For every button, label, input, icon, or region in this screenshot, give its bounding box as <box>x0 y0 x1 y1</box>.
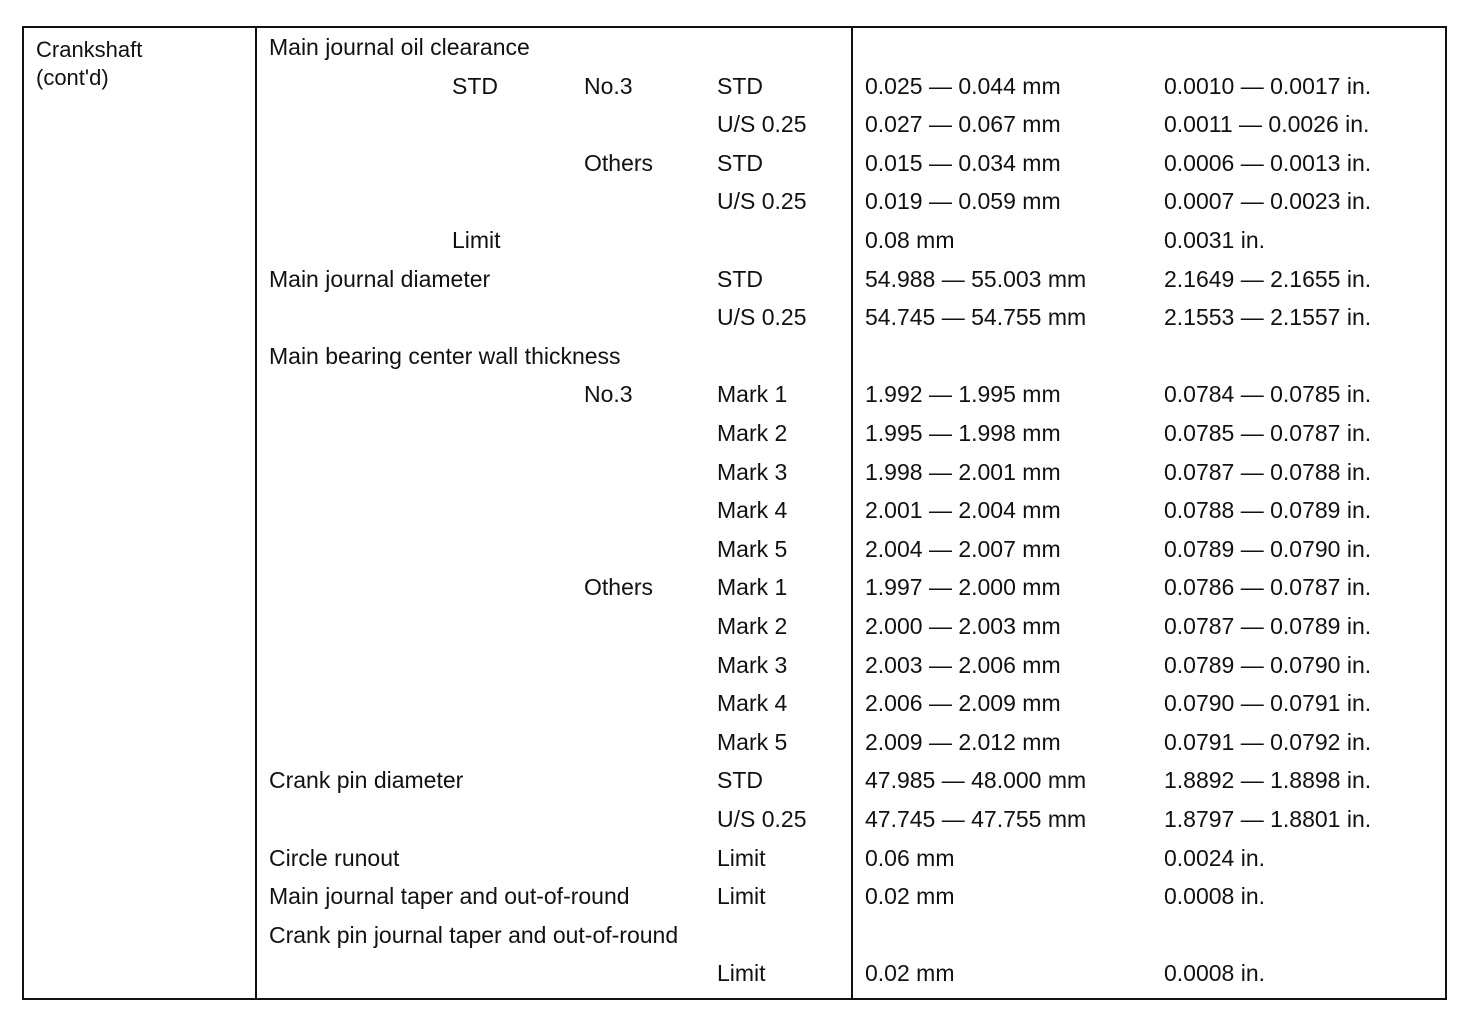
condition-label: Limit <box>717 960 766 987</box>
spec-table <box>22 26 1447 1000</box>
metric-value: 2.001 — 2.004 mm <box>865 497 1061 524</box>
metric-value: 0.025 — 0.044 mm <box>865 72 1061 99</box>
metric-value: 2.003 — 2.006 mm <box>865 651 1061 678</box>
imperial-value: 2.1553 — 2.1557 in. <box>1164 304 1372 331</box>
sub-label: Limit <box>452 227 501 253</box>
condition-label: Mark 5 <box>717 535 788 562</box>
metric-value: 0.08 mm <box>865 227 955 253</box>
imperial-value: 0.0789 — 0.0790 in. <box>1164 651 1372 678</box>
condition-label: Mark 2 <box>717 613 788 639</box>
item-label: Main bearing center wall thickness <box>269 342 621 369</box>
imperial-value: 0.0790 — 0.0791 in. <box>1164 690 1372 717</box>
metric-value: 0.019 — 0.059 mm <box>865 188 1061 215</box>
item-label: Main journal taper and out-of-round <box>269 883 630 910</box>
metric-value: 0.06 mm <box>865 844 955 871</box>
metric-value: 0.015 — 0.034 mm <box>865 149 1061 176</box>
condition-label: Mark 2 <box>717 420 788 446</box>
condition-label: STD <box>717 767 763 794</box>
imperial-value: 0.0011 — 0.0026 in. <box>1164 111 1370 138</box>
section-label <box>36 36 142 92</box>
condition-label: STD <box>717 265 763 292</box>
imperial-value: 0.0008 in. <box>1164 960 1266 987</box>
imperial-value: 1.8797 — 1.8801 in. <box>1164 806 1372 832</box>
imperial-value: 0.0786 — 0.0787 in. <box>1164 574 1372 601</box>
imperial-value: 0.0010 — 0.0017 in. <box>1164 72 1372 99</box>
item-label: Main journal diameter <box>269 265 491 292</box>
metric-value: 0.02 mm <box>865 883 955 910</box>
item-label: Crank pin diameter <box>269 767 464 794</box>
condition-label: STD <box>717 72 763 99</box>
condition-label: Mark 3 <box>717 651 788 678</box>
condition-label: Mark 1 <box>717 381 788 408</box>
imperial-value: 1.8892 — 1.8898 in. <box>1164 767 1372 794</box>
imperial-value: 0.0007 — 0.0023 in. <box>1164 188 1372 215</box>
column-divider-values <box>851 28 853 998</box>
imperial-value: 0.0787 — 0.0789 in. <box>1164 613 1372 639</box>
item-label: Main journal oil clearance <box>269 34 530 60</box>
imperial-value: 2.1649 — 2.1655 in. <box>1164 265 1372 292</box>
group-label: No.3 <box>584 381 633 408</box>
metric-value: 0.027 — 0.067 mm <box>865 111 1061 138</box>
imperial-value: 0.0031 in. <box>1164 227 1266 253</box>
condition-label: U/S 0.25 <box>717 806 807 832</box>
imperial-value: 0.0785 — 0.0787 in. <box>1164 420 1372 446</box>
metric-value: 1.998 — 2.001 mm <box>865 458 1061 485</box>
item-label: Circle runout <box>269 844 400 871</box>
metric-value: 47.985 — 48.000 mm <box>865 767 1087 794</box>
metric-value: 1.997 — 2.000 mm <box>865 574 1061 601</box>
condition-label: STD <box>717 149 763 176</box>
metric-value: 1.995 — 1.998 mm <box>865 420 1061 446</box>
section-title: Crankshaft <box>36 37 143 62</box>
group-label: Others <box>584 574 654 601</box>
condition-label: Mark 5 <box>717 728 788 755</box>
imperial-value: 0.0788 — 0.0789 in. <box>1164 497 1372 524</box>
imperial-value: 0.0024 in. <box>1164 844 1266 871</box>
metric-value: 2.004 — 2.007 mm <box>865 535 1061 562</box>
condition-label: Mark 3 <box>717 458 788 485</box>
item-label: Crank pin journal taper and out-of-round <box>269 921 679 948</box>
imperial-value: 0.0787 — 0.0788 in. <box>1164 458 1372 485</box>
section-subtitle: (cont'd) <box>36 65 109 90</box>
sub-label: STD <box>452 72 498 99</box>
imperial-value: 0.0008 in. <box>1164 883 1266 910</box>
condition-label: Mark 1 <box>717 574 788 601</box>
metric-value: 2.009 — 2.012 mm <box>865 728 1061 755</box>
metric-value: 1.992 — 1.995 mm <box>865 381 1061 408</box>
condition-label: Limit <box>717 883 766 910</box>
condition-label: Mark 4 <box>717 690 788 717</box>
group-label: Others <box>584 149 654 176</box>
metric-value: 2.006 — 2.009 mm <box>865 690 1061 717</box>
imperial-value: 0.0006 — 0.0013 in. <box>1164 149 1372 176</box>
group-label: No.3 <box>584 72 633 99</box>
metric-value: 2.000 — 2.003 mm <box>865 613 1061 639</box>
metric-value: 54.745 — 54.755 mm <box>865 304 1087 331</box>
imperial-value: 0.0789 — 0.0790 in. <box>1164 535 1372 562</box>
condition-label: U/S 0.25 <box>717 111 807 138</box>
condition-label: U/S 0.25 <box>717 304 807 331</box>
metric-value: 47.745 — 47.755 mm <box>865 806 1087 832</box>
condition-label: Limit <box>717 844 766 871</box>
column-divider-section <box>255 28 257 998</box>
condition-label: Mark 4 <box>717 497 788 524</box>
condition-label: U/S 0.25 <box>717 188 807 215</box>
metric-value: 0.02 mm <box>865 960 955 987</box>
imperial-value: 0.0791 — 0.0792 in. <box>1164 728 1372 755</box>
metric-value: 54.988 — 55.003 mm <box>865 265 1087 292</box>
imperial-value: 0.0784 — 0.0785 in. <box>1164 381 1372 408</box>
